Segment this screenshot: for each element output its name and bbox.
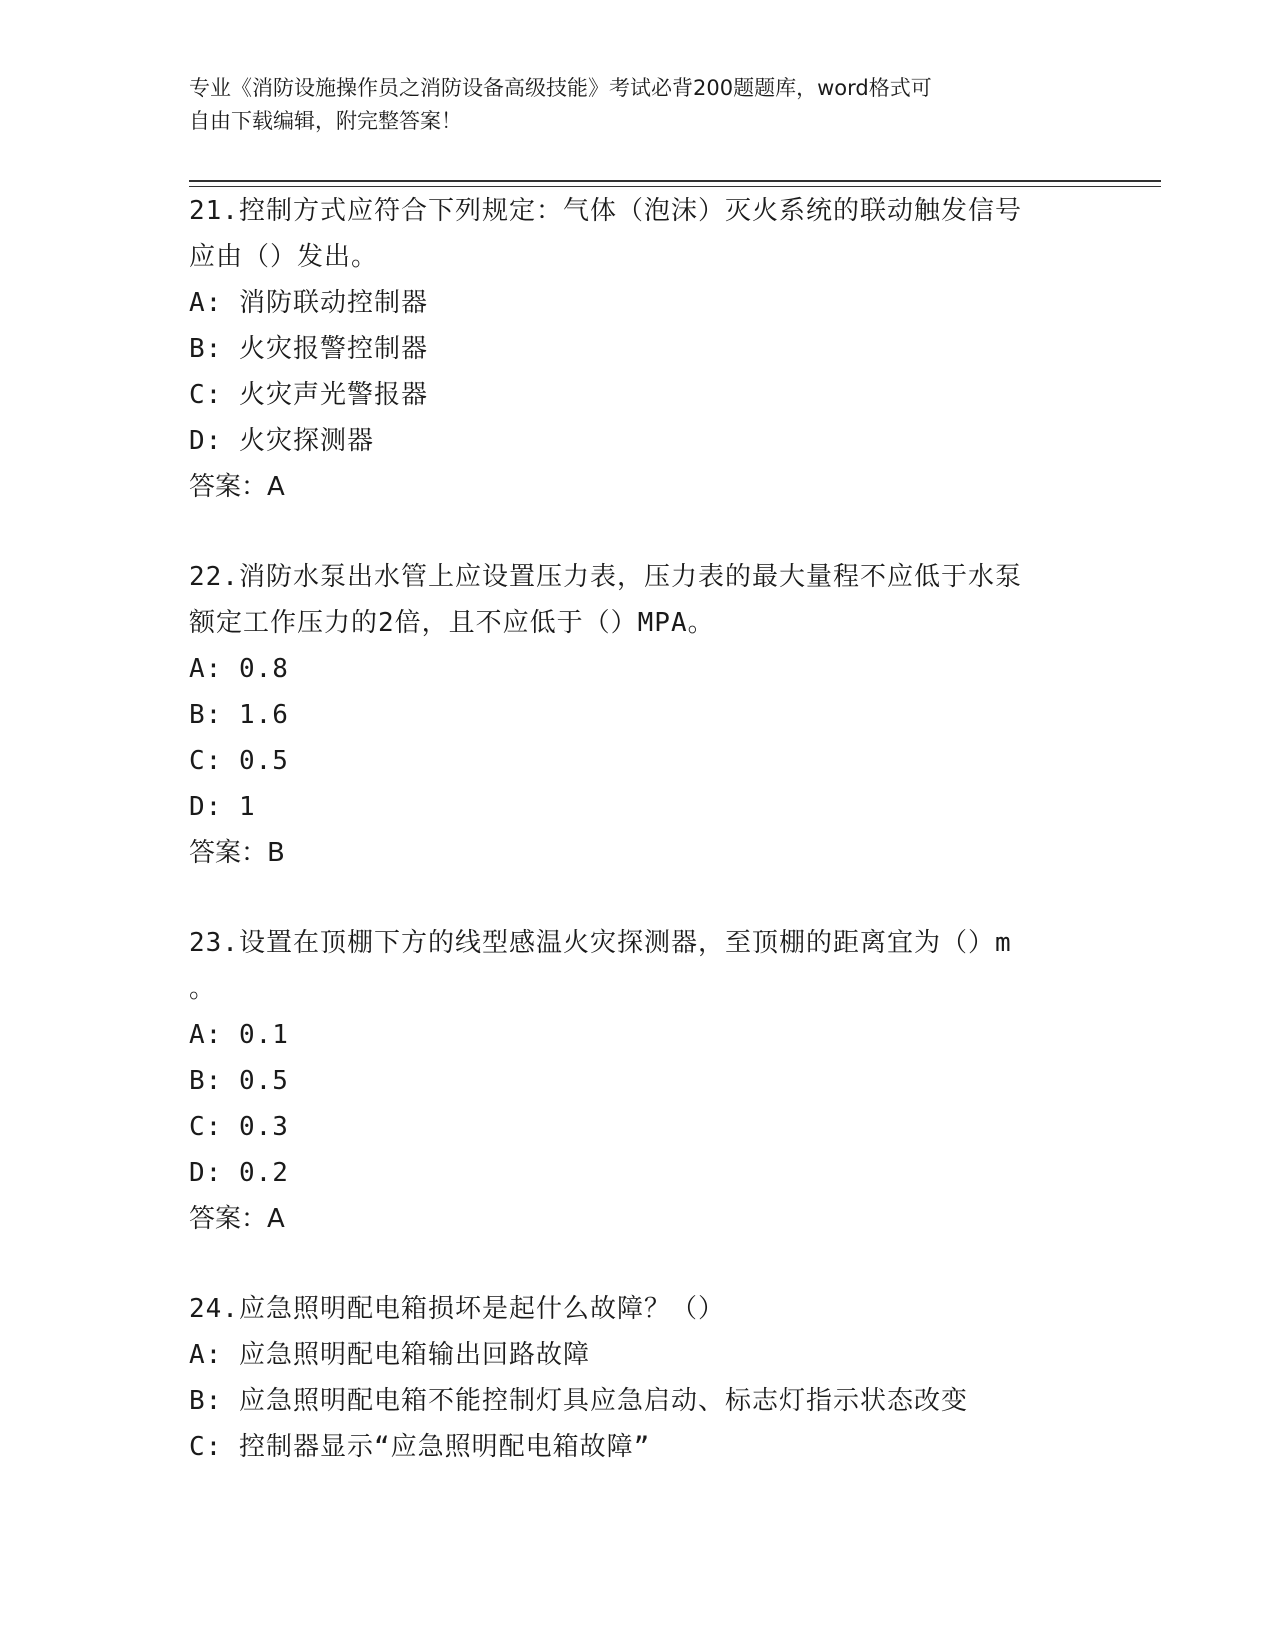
option-b: B: 应急照明配电箱不能控制灯具应急启动、标志灯指示状态改变: [189, 1386, 968, 1416]
answer-line: 答案：A: [189, 472, 285, 502]
option-d: D: 0.2: [189, 1158, 289, 1188]
header-line-1: 专业《消防设施操作员之消防设备高级技能》考试必背200题题库，word格式可: [189, 76, 932, 100]
question-stem: 应由（）发出。: [189, 242, 379, 272]
option-b: B: 火灾报警控制器: [189, 334, 428, 364]
header-line-2: 自由下载编辑，附完整答案！: [189, 109, 462, 133]
option-a: A: 0.1: [189, 1020, 289, 1050]
question-stem: 23.设置在顶棚下方的线型感温火灾探测器，至顶棚的距离宜为（）m: [189, 928, 1012, 958]
question-list: [189, 188, 1089, 1470]
answer-line: 答案：B: [189, 838, 285, 868]
question-stem: 24.应急照明配电箱损坏是起什么故障？（）: [189, 1294, 725, 1324]
option-c: C: 0.5: [189, 746, 289, 776]
spacer: [189, 1242, 1089, 1286]
option-b: B: 1.6: [189, 700, 289, 730]
spacer: [189, 510, 1089, 554]
option-b: B: 0.5: [189, 1066, 289, 1096]
question-stem: 额定工作压力的2倍，且不应低于（）MPA。: [189, 608, 715, 638]
question-stem: 21.控制方式应符合下列规定：气体（泡沫）灭火系统的联动触发信号: [189, 196, 1022, 226]
question-stem: 22.消防水泵出水管上应设置压力表，压力表的最大量程不应低于水泵: [189, 562, 1022, 592]
option-c: C: 火灾声光警报器: [189, 380, 428, 410]
option-d: D: 火灾探测器: [189, 426, 374, 456]
option-c: C: 0.3: [189, 1112, 289, 1142]
option-a: A: 消防联动控制器: [189, 288, 428, 318]
question-item: [189, 188, 1089, 510]
header-divider-thick: [189, 180, 1161, 182]
option-a: A: 应急照明配电箱输出回路故障: [189, 1340, 590, 1370]
answer-line: 答案：A: [189, 1204, 285, 1234]
question-item: [189, 1286, 1089, 1470]
question-item: [189, 554, 1089, 876]
option-d: D: 1: [189, 792, 256, 822]
question-item: [189, 920, 1089, 1242]
option-a: A: 0.8: [189, 654, 289, 684]
option-c: C: 控制器显示“应急照明配电箱故障”: [189, 1432, 651, 1462]
question-stem: 。: [189, 974, 217, 1004]
spacer: [189, 876, 1089, 920]
document-header: [189, 72, 1089, 138]
header-divider-thin: [189, 186, 1161, 187]
